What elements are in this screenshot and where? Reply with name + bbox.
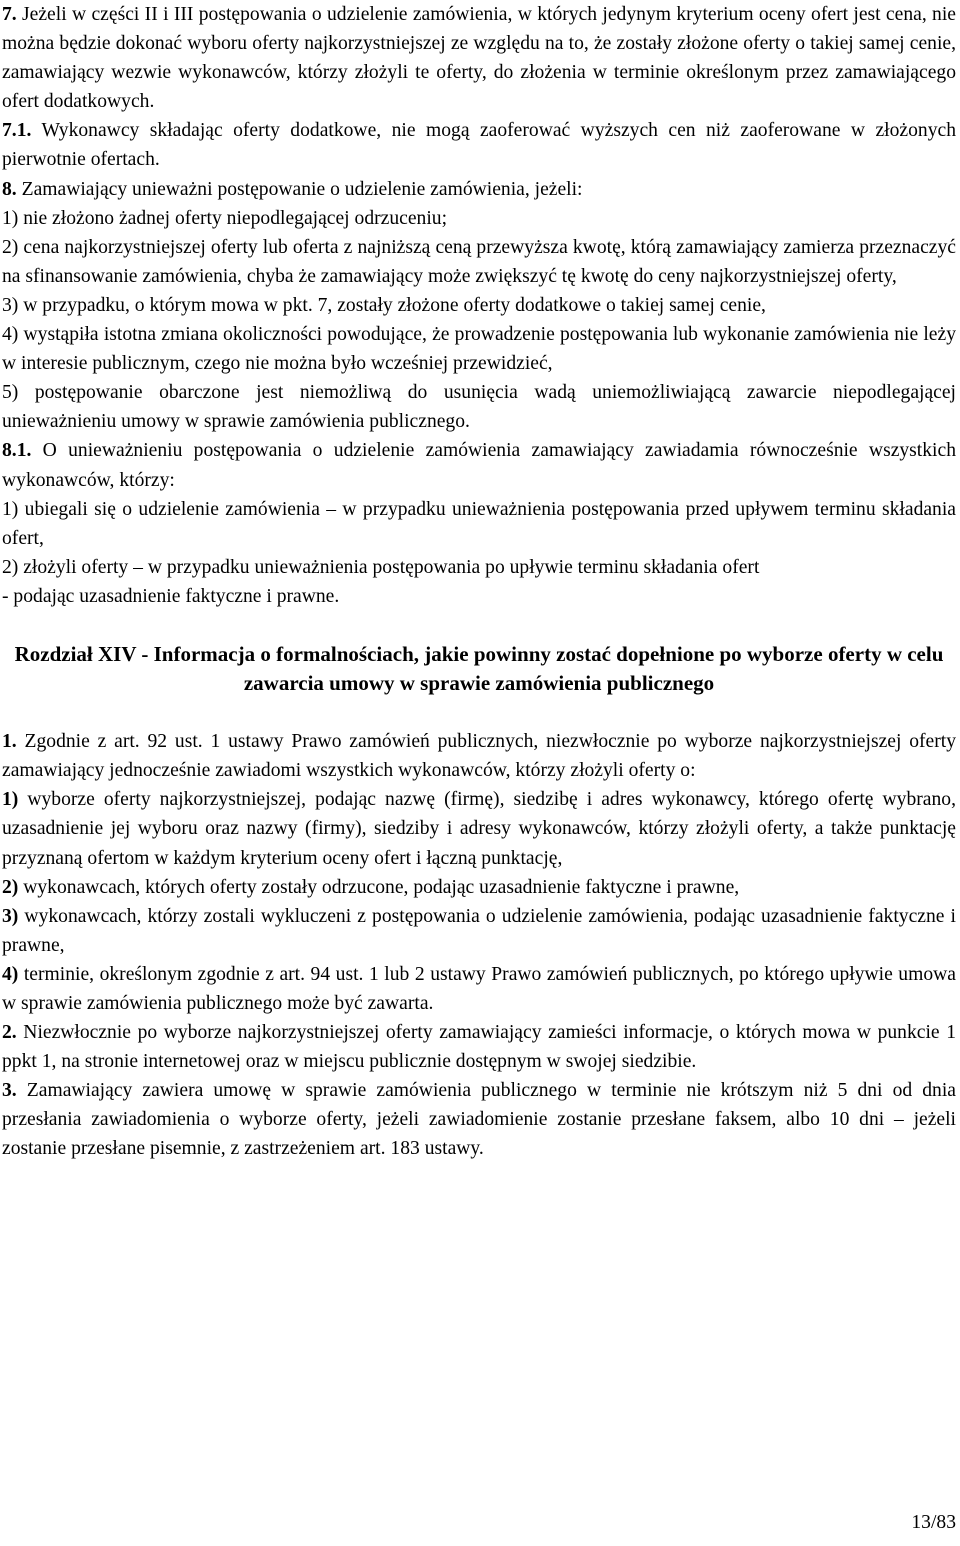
document-page xyxy=(2,0,956,1164)
spacer xyxy=(2,611,956,640)
paragraph-text: Wykonawcy składając oferty dodatkowe, nie mogą zaoferować wyższych cen niż zaoferowane w złożonych pierwotnie ofertach. xyxy=(2,120,956,171)
list-item: 4) wystąpiła istotna zmiana okoliczności powodujące, że prowadzenie postępowania lub wykonanie zamówienia nie leży w interesie publicznym, czego nie można było wcześniej przewidzieć, xyxy=(2,324,956,375)
paragraph-text: Niezwłocznie po wyborze najkorzystniejszej oferty zamawiający zamieści informacje, o których mowa w punkcie 1 ppkt 1, na stronie internetowej oraz w miejscu publicznie dostępnym w swojej siedzibie. xyxy=(2,1022,956,1073)
item-text: terminie, określonym zgodnie z art. 94 ust. 1 lub 2 ustawy Prawo zamówień publicznych, po którego upływie umowa w sprawie zamówienia publicznego może być zawarta. xyxy=(2,963,956,1014)
item-number: 2) xyxy=(2,876,19,898)
paragraph-text: Zgodnie z art. 92 ust. 1 ustawy Prawo zamówień publicznych, niezwłocznie po wyborze najkorzystniejszej oferty zamawiający jednocześnie zawiadomi wszystkich wykonawców, którzy złożyli oferty o: xyxy=(2,731,956,782)
list-item xyxy=(2,960,956,1018)
item-text: wyborze oferty najkorzystniejszej, podając nazwę (firmę), siedzibę i adres wykonawcy, którego ofertę wybrano, uzasadnienie jej wyboru oraz nazwy (firmy), siedziby i adresy wykonawców, którzy złożyli oferty, a także punktację przyznaną ofertom w każdym kryterium oceny ofert i łączną punktację, xyxy=(2,789,956,869)
paragraph-7-1 xyxy=(2,116,956,174)
list-item: 1) ubiegali się o udzielenie zamówienia – w przypadku unieważnienia postępowania przed upływem terminu składania ofert, xyxy=(2,498,956,549)
paragraph-text: Zamawiający unieważni postępowanie o udzielenie zamówienia, jeżeli: xyxy=(16,178,583,200)
chapter-paragraph-1 xyxy=(2,727,956,785)
list-item: - podając uzasadnienie faktyczne i prawne. xyxy=(2,585,340,607)
spacer xyxy=(2,698,956,727)
page-number: 13/83 xyxy=(911,1512,956,1533)
item-number: 1) xyxy=(2,789,19,811)
chapter-heading: Rozdział XIV - Informacja o formalnościach, jakie powinny zostać dopełnione po wyborze oferty w celu zawarcia umowy w sprawie zamówienia publicznego xyxy=(14,641,944,696)
paragraph-8-1 xyxy=(2,436,956,494)
paragraph-number: 7. xyxy=(2,4,17,25)
list-item xyxy=(2,785,956,872)
chapter-paragraph-3 xyxy=(2,1076,956,1163)
list-item: 2) cena najkorzystniejszej oferty lub oferta z najniższą ceną przewyższa kwotę, którą zamawiający zamierza przeznaczyć na sfinansowanie zamówienia, chyba że zamawiający może zwiększyć tę kwotę do ceny najkorzystniejszej oferty, xyxy=(2,236,956,287)
item-text: wykonawcach, którzy zostali wykluczeni z postępowania o udzielenie zamówienia, podając uzasadnienie faktyczne i prawne, xyxy=(2,905,956,956)
list-item: 1) nie złożono żadnej oferty niepodlegającej odrzuceniu; xyxy=(2,207,448,229)
paragraph-text: Jeżeli w części II i III postępowania o udzielenie zamówienia, w których jedynym kryterium oceny ofert jest cena, nie można będzie dokonać wyboru oferty najkorzystniejszej ze względu na to, że zostały złożone oferty o takiej samej cenie, zamawiający wezwie wykonawców, którzy złożyli te oferty, do złożenia w terminie określonym przez zamawiającego ofert dodatkowych. xyxy=(2,4,956,113)
item-number: 4) xyxy=(2,963,19,985)
paragraph-number: 1. xyxy=(2,731,17,753)
paragraph-number: 8.1. xyxy=(2,440,32,462)
paragraph-number: 2. xyxy=(2,1022,17,1044)
list-item: 3) w przypadku, o którym mowa w pkt. 7, zostały złożone oferty dodatkowe o takiej samej cenie, xyxy=(2,294,766,316)
chapter-paragraph-2 xyxy=(2,1018,956,1076)
item-text: wykonawcach, których oferty zostały odrzucone, podając uzasadnienie faktyczne i prawne, xyxy=(18,876,740,898)
list-item: 5) postępowanie obarczone jest niemożliwą do usunięcia wadą uniemożliwiającą zawarcie niepodlegającej unieważnieniu umowy w sprawie zamówienia publicznego. xyxy=(2,382,956,433)
list-item xyxy=(2,873,956,902)
paragraph-8 xyxy=(2,175,956,204)
paragraph-number: 3. xyxy=(2,1080,17,1102)
paragraph-text: O unieważnieniu postępowania o udzielenie zamówienia zamawiający zawiadamia równocześnie wszystkich wykonawców, którzy: xyxy=(2,440,956,491)
list-item xyxy=(2,902,956,960)
paragraph-number: 8. xyxy=(2,178,17,200)
list-item: 2) złożyli oferty – w przypadku unieważnienia postępowania po upływie terminu składania ofert xyxy=(2,556,760,578)
paragraph-7 xyxy=(2,0,956,116)
item-number: 3) xyxy=(2,905,19,927)
paragraph-text: Zamawiający zawiera umowę w sprawie zamówienia publicznego w terminie nie krótszym niż 5 dni od dnia przesłania zawiadomienia o wyborze oferty, jeżeli zawiadomienie zostanie przesłane faksem, albo 10 dni – jeżeli zostanie przesłane pisemnie, z zastrzeżeniem art. 183 ustawy. xyxy=(2,1080,956,1160)
paragraph-number: 7.1. xyxy=(2,120,32,142)
